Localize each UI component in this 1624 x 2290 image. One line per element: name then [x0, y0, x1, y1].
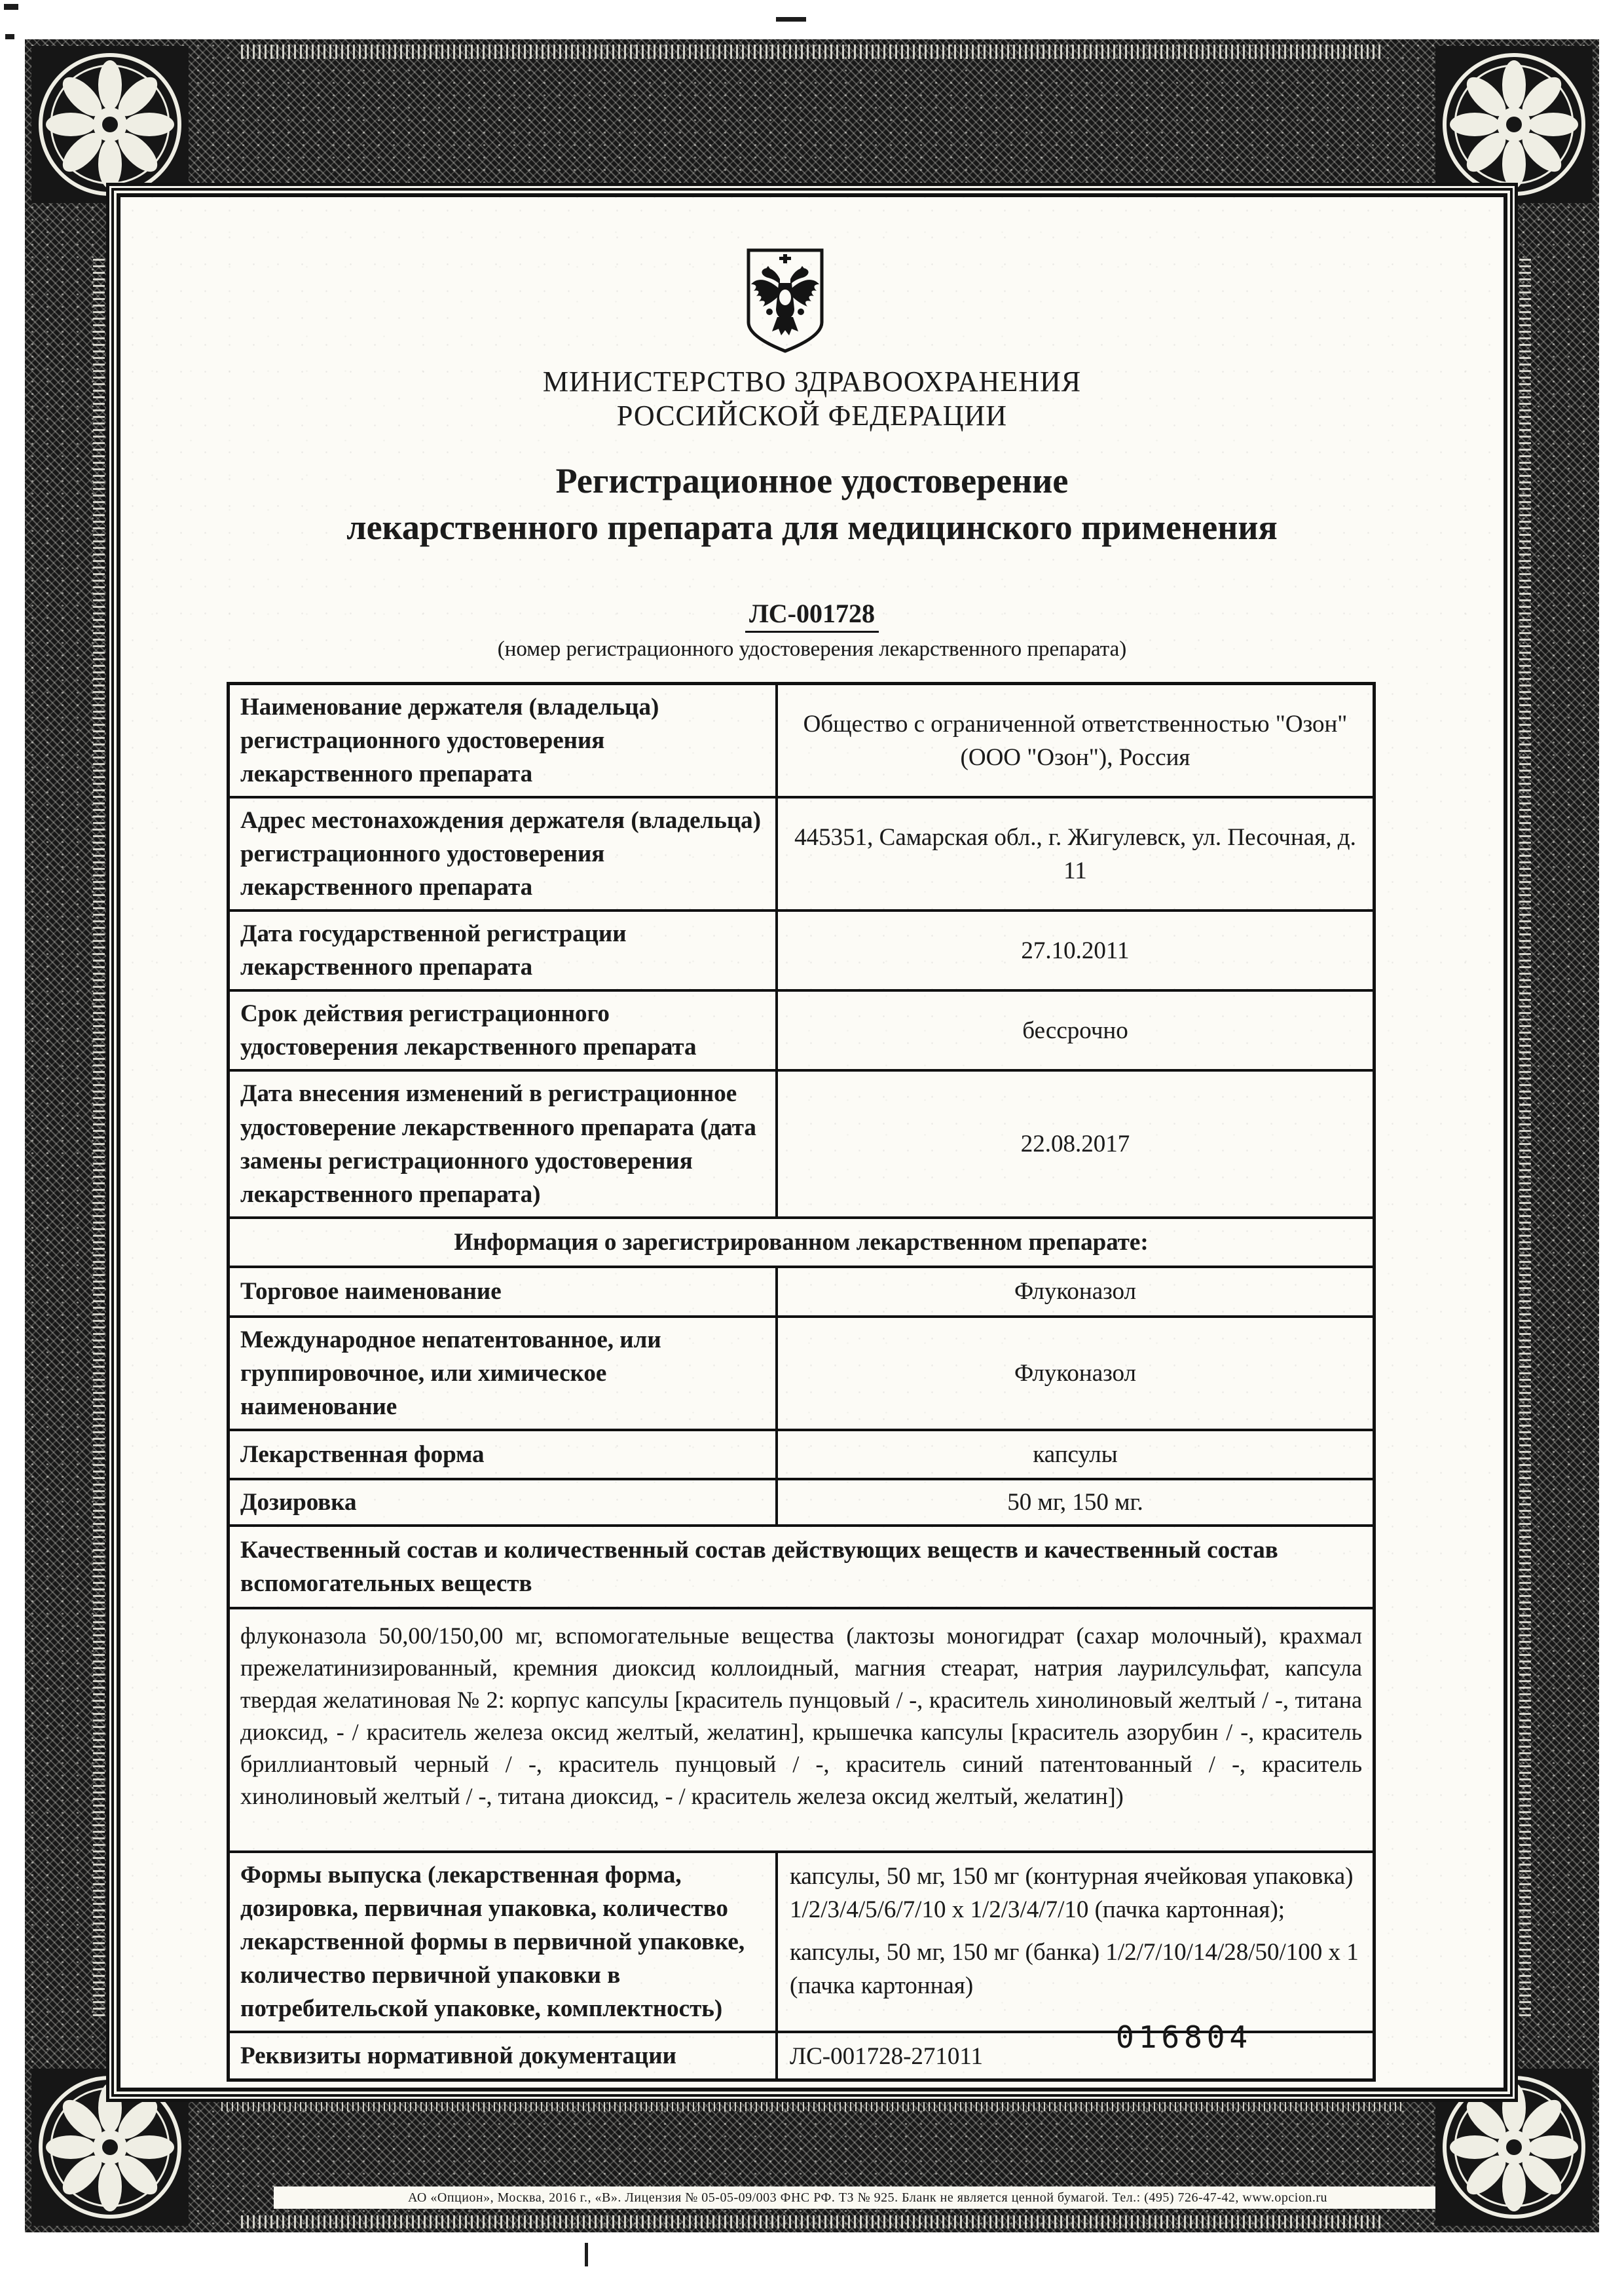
composition-text: флуконазола 50,00/150,00 мг, вспомогательные вещества (лактозы моногидрат (сахар молочный), крахмал прежелатинизированный, кремния диоксид коллоидный, магния стеарат, натрия лаурилсульфат, капсула твердая желатиновая № 2: корпус капсулы [краситель пунцовый / -, краситель хинолиновый желтый / -, титана диоксид, - / краситель железа оксид желтый, желатин], крышечка капсулы [краситель азорубин / -, краситель бриллиантовый черный / -, краситель пунцовый / -, краситель синий патентованный / -, краситель хинолиновый желтый / -, титана диоксид, - / краситель железа оксид желтый, желатин]): [240, 1622, 1362, 1809]
table-row-registration-date: [230, 909, 1373, 989]
scan-tick-mark: [585, 2243, 588, 2266]
table-row-address: [230, 796, 1373, 909]
row-value: [775, 1853, 1373, 2031]
blank-serial-number: 016804: [1116, 2019, 1253, 2055]
row-label: Реквизиты нормативной документации: [240, 2042, 676, 2070]
document-title-line-1: Регистрационное удостоверение: [555, 461, 1069, 500]
composition-header-text: Качественный состав и количественный состав действующих веществ и качественный состав вспомогательных веществ: [240, 1536, 1278, 1597]
table-section-header: [230, 1216, 1373, 1266]
row-label: Лекарственная форма: [240, 1440, 485, 1468]
table-composition-header: [230, 1524, 1373, 1607]
row-value: 27.10.2011: [775, 912, 1373, 989]
ornate-border-frame: [25, 39, 1599, 2232]
microtext-strip-left: [93, 255, 105, 2016]
registration-table: [227, 682, 1376, 2082]
release-forms-line-1: капсулы, 50 мг, 150 мг (контурная ячейковая упаковка) 1/2/3/4/5/6/7/10 х 1/2/3/4/7/10 (пачка картонная);: [790, 1862, 1354, 1924]
row-value: Флуконазол: [775, 1268, 1373, 1315]
certificate-sheet: [117, 193, 1507, 2092]
scan-corner-mark: [4, 4, 18, 10]
table-row-holder: [230, 685, 1373, 796]
rosette-medallion-icon: [1435, 2069, 1593, 2226]
row-value: бессрочно: [775, 992, 1373, 1069]
row-value: 50 мг, 150 мг.: [775, 1480, 1373, 1524]
microtext-strip-bottom: [241, 2215, 1383, 2228]
row-value: капсулы: [775, 1431, 1373, 1478]
microtext-strip-top: [241, 45, 1383, 59]
row-value: Общество с ограниченной ответственностью "Озон" (ООО "Озон"), Россия: [775, 685, 1373, 796]
section-header-text: Информация о зарегистрированном лекарственном препарате:: [454, 1228, 1149, 1256]
ministry-line-2: РОССИЙСКОЙ ФЕДЕРАЦИИ: [616, 399, 1008, 432]
printer-imprint-line: АО «Опцион», Москва, 2016 г., «В». Лицензия № 05-05-09/003 ФНС РФ. ТЗ № 925. Бланк не является ценной бумагой. Тел.: (495) 726-47-42, www.opcion.ru: [274, 2187, 1462, 2209]
row-label: Торговое наименование: [240, 1278, 502, 1305]
row-label: Адрес местонахождения держателя (владельца) регистрационного удостоверения лекарственного препарата: [240, 807, 761, 901]
table-row-dosage-form: [230, 1429, 1373, 1478]
russia-coat-of-arms-icon: [739, 244, 831, 357]
registration-number: ЛС-001728: [120, 598, 1504, 633]
registration-number-caption: (номер регистрационного удостоверения лекарственного препарата): [497, 637, 1127, 661]
rosette-medallion-icon: [31, 46, 189, 203]
table-row-amendment-date: [230, 1069, 1373, 1216]
microtext-strip-right: [1519, 255, 1531, 2016]
rosette-medallion-icon: [1435, 46, 1593, 203]
table-row-release-forms: [230, 1850, 1373, 2031]
microtext-strip-bottom-inner: [221, 2099, 1403, 2111]
row-label: Дата государственной регистрации лекарственного препарата: [240, 920, 627, 981]
document-title-line-2: лекарственного препарата для медицинского применения: [346, 508, 1278, 548]
table-row-trade-name: [230, 1266, 1373, 1315]
row-value: 22.08.2017: [775, 1072, 1373, 1216]
scan-dash-mark: [776, 17, 806, 22]
row-label: Международное непатентованное, или группировочное, или химическое наименование: [240, 1326, 661, 1420]
row-label: Дата внесения изменений в регистрационное удостоверение лекарственного препарата (дата замены регистрационного удостоверения лекарственного препарата): [240, 1080, 756, 1208]
row-value: 445351, Самарская обл., г. Жигулевск, ул. Песочная, д. 11: [775, 798, 1373, 909]
table-composition-text: [230, 1607, 1373, 1850]
document-title: [120, 458, 1504, 552]
release-forms-line-2: капсулы, 50 мг, 150 мг (банка) 1/2/7/10/14/28/50/100 х 1 (пачка картонная): [790, 1939, 1359, 2000]
row-label: Наименование держателя (владельца) регистрационного удостоверения лекарственного препарата: [240, 694, 659, 788]
row-label: Срок действия регистрационного удостоверения лекарственного препарата: [240, 1000, 697, 1061]
row-label: Формы выпуска (лекарственная форма, дозировка, первичная упаковка, количество лекарственной формы в первичной упаковке, количество первичной упаковки в потребительской упаковке, комплектность): [240, 1861, 745, 2023]
table-row-validity: [230, 989, 1373, 1069]
row-value: ЛС-001728-271011: [775, 2033, 1373, 2078]
table-row-dosage: [230, 1478, 1373, 1524]
row-label: Дозировка: [240, 1488, 357, 1516]
row-value: Флуконазол: [775, 1318, 1373, 1429]
table-row-inn: [230, 1315, 1373, 1429]
scan-corner-mark: [5, 34, 14, 39]
ministry-name: [120, 365, 1504, 433]
rosette-medallion-icon: [31, 2069, 189, 2226]
ministry-line-1: МИНИСТЕРСТВО ЗДРАВООХРАНЕНИЯ: [542, 366, 1082, 398]
